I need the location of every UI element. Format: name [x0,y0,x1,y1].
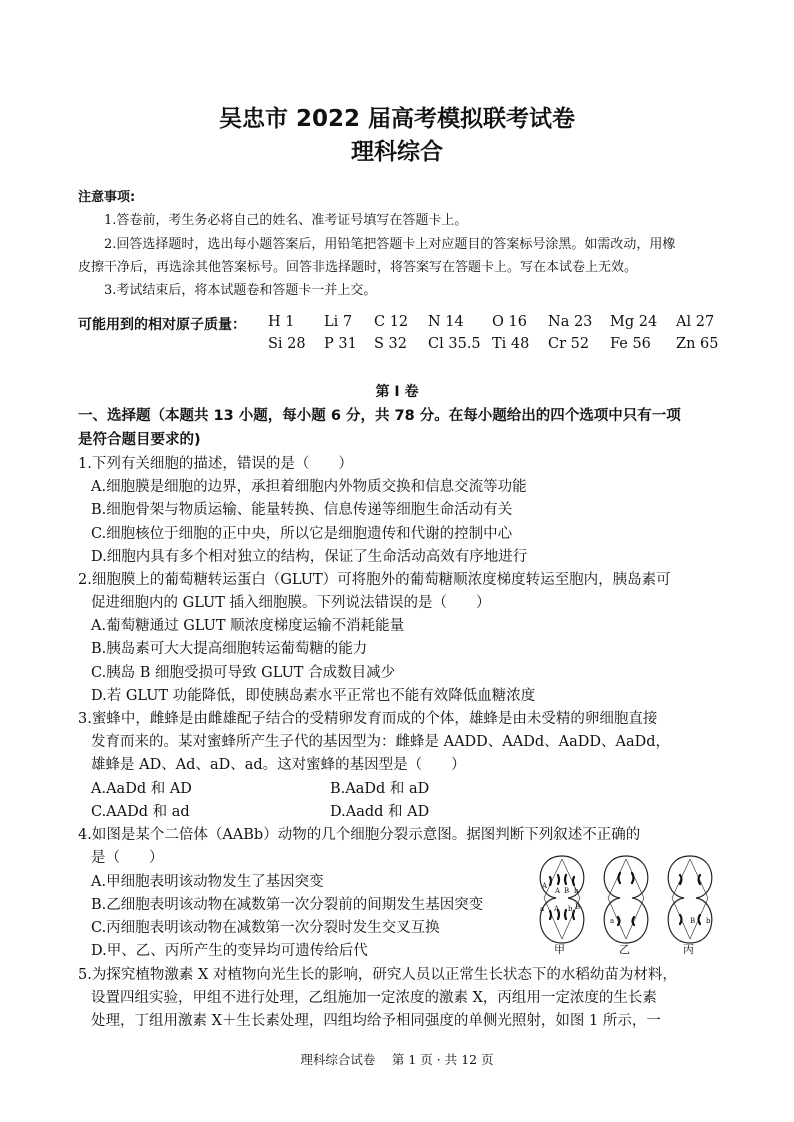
q2-option-c: C.胰岛 B 细胞受损可导致 GLUT 合成数目减少 [91,665,396,681]
svg-text:A: A [542,882,548,890]
svg-text:A: A [554,905,560,913]
q1-stem: 1.下列有关细胞的描述，错误的是（ ） [78,456,353,472]
q3-option-c: C.AADd 和 ad [91,804,190,820]
q2-stem-line1: 2.细胞膜上的葡萄糖转运蛋白（GLUT）可将胞外的葡萄糖顺浓度梯度转运至胞内，胰岛素可 [78,572,671,588]
cell-division-drawing [530,853,722,953]
svg-text:a: a [610,917,615,925]
mass-n: N 14 [428,314,464,330]
q3-stem-line3: 雄蜂是 AD、Ad、aD、ad。这对蜜蜂的基因型是（ ） [91,757,466,773]
q2-option-a: A.葡萄糖通过 GLUT 顺浓度梯度运输不消耗能量 [91,618,405,634]
mass-cr: Cr 52 [548,336,590,352]
page-footer: 理科综合试卷 第 1 页 · 共 12 页 [300,1052,494,1067]
notice-heading: 注意事项: [78,190,136,205]
section-heading-line1: 一、选择题（本题共 13 小题，每小题 6 分，共 78 分。在每小题给出的四个选项中只有一项 [78,408,681,424]
q4-option-a: A.甲细胞表明该动物发生了基因突变 [91,874,324,890]
mass-h: H 1 [268,314,295,330]
mass-p: P 31 [324,336,357,352]
q4-stem-line2: 是（ ） [91,850,164,866]
q5-stem-line3: 处理，丁组用激素 X＋生长素处理，四组均给予相同强度的单侧光照射，如图 1 所示，一 [91,1013,661,1029]
cell-division-figure [530,853,722,956]
exam-subject: 理科综合 [351,139,443,165]
mass-s: S 32 [374,336,407,352]
mass-c: C 12 [374,314,409,330]
q3-option-a: A.AaDd 和 AD [91,781,192,797]
atomic-mass-label: 可能用到的相对原子质量： [78,317,246,333]
mass-zn: Zn 65 [676,336,719,352]
q1-option-a: A.细胞膜是细胞的边界，承担着细胞内外物质交换和信息交流等功能 [91,479,527,495]
section-heading-line2: 是符合题目要求的) [78,432,201,448]
q1-option-b: B.细胞骨架与物质运输、能量转换、信息传递等细胞生命活动有关 [91,502,513,518]
svg-text:B: B [690,917,696,925]
q5-stem-line2: 设置四组实验，甲组不进行处理，乙组施加一定浓度的激素 X，丙组用一定浓度的生长素 [91,990,657,1006]
svg-text:A: A [555,887,561,895]
q2-option-d: D.若 GLUT 功能降低，即使胰岛素水平正常也不能有效降低血糖浓度 [91,688,536,704]
q2-option-b: B.胰岛素可大大提高细胞转运葡萄糖的能力 [91,641,368,657]
q1-option-d: D.细胞内具有多个相对独立的结构，保证了生命活动高效有序地进行 [91,549,528,565]
mass-al: Al 27 [676,314,715,330]
cell-bing-outline [668,856,712,943]
notice-item-3: 3.考试结束后，将本试题卷和答题卡一并上交。 [104,283,377,298]
figure-label-jia: 甲 [554,943,565,956]
svg-text:b: b [568,905,573,913]
notice-item-2: 2.回答选择题时，选出每小题答案后，用铅笔把答题卡上对应题目的答案标号涂黑。如需改动，用橡 [104,237,676,252]
q3-stem-line2: 发育而来的。某对蜜蜂所产生子代的基因型为：雌蜂是 AADD、AADd、AaDD、AaDd， [91,734,671,750]
cell-jia-outline [540,856,584,943]
svg-text:b: b [574,887,579,895]
figure-label-yi: 乙 [619,943,630,956]
q3-option-b: B.AaDd 和 aD [330,781,430,797]
figure-label-bing: 丙 [683,943,694,956]
mass-ti: Ti 48 [492,336,530,352]
notice-item-1: 1.答卷前，考生务必将自己的姓名、准考证号填写在答题卡上。 [104,213,468,228]
svg-text:B: B [564,887,570,895]
q5-stem-line1: 5.为探究植物激素 X 对植物向光生长的影响，研究人员以正常生长状态下的水稻幼苗为材料， [78,967,677,983]
mass-o: O 16 [492,314,527,330]
svg-text:a: a [540,905,545,913]
mass-fe: Fe 56 [610,336,651,352]
q3-option-d: D.Aadd 和 AD [330,804,430,820]
q4-stem-line1: 4.如图是某个二倍体（AABb）动物的几个细胞分裂示意图。据图判断下列叙述不正确的 [78,827,641,843]
mass-si: Si 28 [268,336,306,352]
mass-na: Na 23 [548,314,593,330]
q1-option-c: C.细胞核位于细胞的正中央，所以它是细胞遗传和代谢的控制中心 [91,526,513,542]
mass-li: Li 7 [324,314,353,330]
q4-option-b: B.乙细胞表明该动物在减数第一次分裂前的间期发生基因突变 [91,897,484,913]
mass-mg: Mg 24 [610,314,658,330]
q4-option-c: C.丙细胞表明该动物在减数第一次分裂时发生交叉互换 [91,920,440,936]
svg-text:b: b [706,917,711,925]
volume-heading: 第 I 卷 [375,384,419,400]
notice-item-2-cont: 皮擦干净后，再选涂其他答案标号。回答非选择题时，将答案写在答题卡上。写在本试卷上无效。 [78,260,638,275]
q3-stem-line1: 3.蜜蜂中，雌蜂是由雌雄配子结合的受精卵发育而成的个体，雄蜂是由未受精的卵细胞直接 [78,711,658,727]
exam-title: 吴忠市 2022 届高考模拟联考试卷 [218,106,576,132]
svg-text:B: B [575,903,581,911]
q2-stem-line2: 促进细胞内的 GLUT 插入细胞膜。下列说法错误的是（ ） [91,595,491,611]
q4-option-d: D.甲、乙、丙所产生的变异均可遗传给后代 [91,943,368,959]
mass-cl: Cl 35.5 [428,336,481,352]
cell-yi-outline [604,856,648,943]
